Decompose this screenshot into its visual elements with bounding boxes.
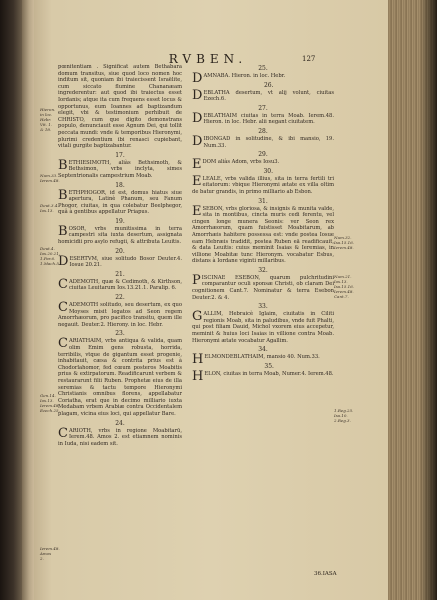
entry-text: pœnitentiam . Significat autem Bethabara domum transitus, siue quod loco nomen hoc inditum sit, quoniam ibi traiecissent Israëlite, cum siccato flumine Chananæam ingrederentur: aut quod ibi traiectus esset Iordanis; atque ita cum frequens esset locus & opportunus, eum Ioannes ad baptizandum elegit, vbi & testimonium perhibuit de CHRISTO, cum que digito demonstrans populo, denunciauit esse Agnum Dei, qui tollit peccata mundi: vnde & temporibus Hieronymi, plurimi credentium ibi renasci cupiebant, vitali gurgite baptizabantur. (58, 64, 182, 150)
entry-text: DEBLATHA desertum, vt alij volunt, ciuitas Ezech.6. (192, 87, 334, 103)
entry-text: HELMONDEBLATHAIM, mansio 40. Num.33. (192, 352, 320, 368)
margin-note-right: Num.32. Isa.15.16. Ierem.48. (334, 235, 355, 250)
entry (58, 182, 182, 216)
entry (192, 128, 334, 149)
running-head: RVBEN. (168, 52, 248, 66)
page-number: 127 (302, 55, 316, 63)
entry (58, 420, 182, 448)
entry-number: 21. (115, 270, 125, 278)
entry-number: 29. (258, 151, 268, 159)
entry-number: 17. (115, 151, 125, 159)
entry-text: BOSOR, vrbs munitissima in terra campestri sita iuxta desertum, assignata homicidii pro asylo refugii, & attributa Leuitis. (58, 223, 182, 246)
entry (192, 362, 334, 384)
entry-number: 32. (258, 266, 268, 274)
entry-text: CARIATHAIM, vrbs antiqua & valida, quam olim Emim gens robusta, horrida, terribilis, vtque de gigantum esset progenie, inhabitauit, cæsa & contrita prius est à Chodorlahomor, fed cœum posteros Moabitis prius & extirpatorum. Readificarunt verbem & restaurarunt filii Ruben. Prophetæ eius de illa seremias & tactu tempore Hieronymi Christianis omnibus florens, appellabatur Coriatha, erat que in decimo milliario iuxta Medabam vrbem Arabiæ contra Occidentalem plagam, vicina eius loci, qui appellatur Bare. (58, 336, 182, 417)
right-column (192, 64, 334, 382)
entry-text: ESEBON, vrbs gloriosa, & insignis & munita valde, sita in montibus, cincta muris cedi ferentu, vel cingen longe munera Seonis: ver Seon rex Amorrhæorum, quam fuistisset Moabitarum, ab Amorrhæis habitere possessa est: vnde postea Iosue eam Hebræis tradidit, postea Ruben eā readificauit, & data Leuitis: cuius meminit Isaias & Ieremias, in villione Moabitæ tunc Hieronym. vocabatur Esbus, distans à Iordane viginti millaribus. (192, 203, 334, 265)
entry-text: PISCINAE ESEBON, quarum pulchritudini comparantur oculi sponsæ Christi, ob claram Dei cognitionem Cant.7. Nominatur & terra Esebon Deuter.2. & 4. (192, 272, 334, 301)
catchword: 36.IASA (314, 571, 337, 577)
entry-number: 30. (263, 167, 274, 175)
entry-number: 20. (115, 247, 125, 255)
entry-text: BETHPHOGOR, id est, domus hiatus siue apertura, Latinè Phanum, seu Fanum Phogor, ciuitas, in qua colebatur Beelphegor, quâ à gentibus appellatur Priapus. (58, 187, 182, 216)
entry-number: 22. (115, 294, 125, 302)
entry-number: 19. (115, 217, 125, 225)
entry-text: DEBLATHAIM ciuitas in terra Moab. Ierem.48. Hieron. in loc. Hebr. alii negant ciuitatem. (192, 110, 334, 126)
margin-note-left: Ierem.48. Amos 2. (40, 546, 60, 561)
entry (192, 303, 334, 344)
entry-number: 23. (115, 330, 125, 338)
entry-text: EDOM aliàs Adom, vrbs Iosu3. (192, 157, 280, 173)
entry-text: HELON, ciuitas in terra Moab, Numer.4. Ierem.48. (192, 368, 334, 384)
entry (192, 82, 334, 103)
entry (192, 198, 334, 265)
entry-number: 31. (258, 197, 268, 205)
entry (58, 248, 182, 269)
margin-note-right: Num.21. Ios.13. Isa.15.16. Ierem.48. Cant.7. (334, 274, 355, 299)
margin-note-left: Hieron. in loc. Hebr. Vit. 1. & 18. (40, 107, 56, 132)
entry-number: 35. (264, 362, 274, 370)
margin-note-left: Num.33. Ierem.48. (40, 173, 60, 183)
margin-note-right: 1.Reg.25. Isa.10. 2.Reg.3. (334, 408, 354, 423)
entry-text: GALLIM, Hebraicè Iglaim, ciuitatis in Ciliti regionis Moab, sita in paludibus, vnde fuit Phalti, qui post filiam Dauid, Michol vxorem eius accepetur, meminit & huius loci Isaias in villione contra Moab. Hieronymi ætate vocabatur Agallim. (192, 309, 334, 344)
entry (192, 267, 334, 301)
entry-text: CADEMOTH, quæ & Cedimoth, & Kirthson, ciuitas Leuitarum Ios.13.21.1. Paralip. 6. (58, 276, 182, 292)
entry-number: 25. (258, 65, 268, 72)
entry (58, 152, 182, 180)
entry (58, 294, 182, 328)
entry-text: BETHIESIMOTH, aliàs Bethsimoth, & Bethsimon, vrbs inclyta, simes Septentrionalis campestrium Moab. (58, 157, 182, 179)
entry (58, 64, 182, 150)
entry-number: 27. (258, 104, 268, 112)
fore-edge-shadow (420, 0, 437, 600)
entry-text: DIBONGAD in solitudine, & ibi mansio, 19. Num.33. (192, 133, 334, 149)
entry-number: 24. (115, 419, 125, 427)
entry-number: 26. (263, 81, 274, 89)
entry-text: CADEMOTH solitudo, seu desertum, ex quo Moyses misit legatos ad Seon regem Amorrhæorum, pro pacifico transitu, quem ille negauit. Deuter.2. Hierony. in loc. Hebr. (58, 300, 182, 328)
binding-shadow (0, 0, 22, 600)
entry (58, 330, 182, 417)
entry-number: 18. (115, 181, 125, 189)
entry-text: CARIOTH, vrbs in regione Moabitarū, Ierem.48. Amos 2. est etiamnem nominis in Iuda, nisi eadem sit. (58, 425, 182, 447)
margin-note-left: Deut.3.4. Ios.13. (40, 203, 59, 213)
margin-note-left: Gen.14. Ios.13. Ierem.48. Ezech.25. (40, 393, 60, 413)
margin-note-left: Deut.4. Ios.20.21. 1.Par.6. 1.Mach.5. (40, 246, 61, 266)
entry-text: ELEALE, vrbs valida illius, sita in terra fertili tri eitatorum: vbique Hieronymi ætate ex villa oltim de batur grandis, in primo milliario ab Esbon. (192, 173, 334, 195)
entry (58, 218, 182, 246)
entry (58, 271, 182, 292)
facing-page-edge (22, 0, 34, 600)
entry (192, 105, 334, 126)
entry-number: 34. (258, 346, 268, 354)
entry-number: 28. (258, 127, 268, 135)
entry-text: DAMNABA. Hieron. in loc. Hebr. (192, 71, 286, 86)
left-column (58, 64, 182, 449)
entry-text: DESERTVM, siue solitudo Bosor Deuter.4. Iosue 20.21. (58, 253, 182, 269)
entry-number: 33. (258, 303, 268, 311)
entry (192, 168, 334, 196)
